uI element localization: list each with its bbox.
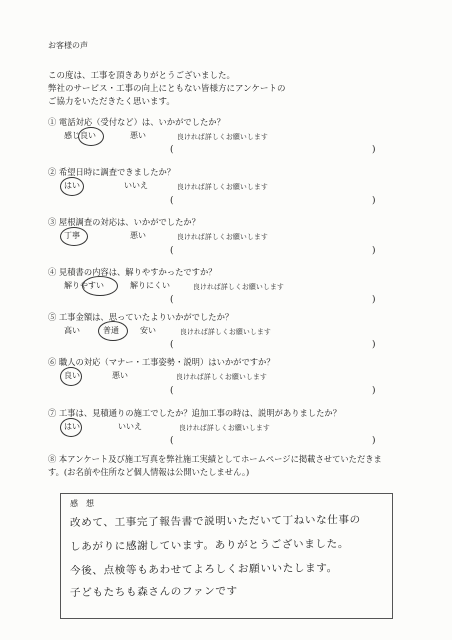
q3-paren-close: ) [372,246,376,256]
q2-option-1: はい [64,181,80,190]
q5-paren-close: ) [372,340,376,350]
question-8: ⑧ 本アンケート及び施工写真を弊社施工実績としてホームページに掲載させていただきます。(お名前や住所など個人情報は公開いたしません。) [48,454,382,477]
answer-circle [98,321,128,341]
question-2: ② 希望日時に調査できましたか？ [48,167,176,177]
q2-option-2: いいえ [124,181,148,190]
question-4: ④ 見積書の内容は、解りやすかったですか？ [48,267,217,277]
q3-option-1: 丁寧 [64,231,80,240]
q7-hint: 良ければ詳しくお願いします [179,424,270,432]
q3-paren-open: ( [170,246,174,256]
handwritten-line-4: 子どもたちも森さんのファンです [69,585,238,599]
q6-option-2: 悪い [112,371,128,380]
q4-option-2: 解りにくい [130,281,170,290]
q5-hint: 良ければ詳しくお願いします [180,328,271,336]
q1-option-1: 感じ良い [64,131,96,140]
q1-paren-open: ( [170,145,174,155]
q1-option-2: 悪い [130,131,146,140]
question-1: ① 電話対応（受付など）は、いかがでしたか？ [48,117,225,127]
answer-circle [60,177,84,196]
q5-option-3: 安い [140,326,156,335]
q3-option-2: 悪い [130,231,146,240]
q2-paren-open: ( [170,196,174,206]
q4-option-1: 解りやすい [64,281,104,290]
question-5: ⑤ 工事金額は、思っていたよりいかがでしたか？ [48,312,234,322]
page-title: お客様の声 [48,41,88,50]
intro-line-1: この度は、工事を頂きありがとうございました。 [48,71,236,81]
answer-circle [60,227,88,246]
q5-option-2: 普通 [103,326,119,335]
q7-option-2: いいえ [118,422,142,431]
q4-paren-close: ) [372,295,376,305]
handwritten-line-3: 今後、点検等もあわせてよろしくお願いいたします。 [69,562,338,577]
q4-paren-open: ( [170,295,174,305]
intro-line-3: ご協力をいただきたく思います。 [48,97,175,107]
answer-circle [60,367,82,386]
q1-hint: 良ければ詳しくお願いします [177,133,268,141]
q6-paren-open: ( [170,386,174,396]
impressions-label: 感 想 [70,499,94,508]
answer-circle [78,127,104,146]
q4-hint: 良ければ詳しくお願いします [193,283,284,291]
q2-hint: 良ければ詳しくお願いします [177,183,268,191]
q6-paren-close: ) [372,386,376,396]
answer-circle [60,418,82,437]
question-7: ⑦ 工事は、見積通りの施工でしたか？追加工事の時は、説明がありましたか？ [48,408,342,418]
handwritten-line-1: 改めて、工事完了報告書で説明いただいて丁ねいな仕事の [69,513,361,529]
q7-option-1: はい [64,422,80,431]
q6-hint: 良ければ詳しくお願いします [176,373,267,381]
q6-option-1: 良い [64,371,80,380]
q5-paren-open: ( [170,340,174,350]
answer-circle [82,276,118,296]
intro-line-2: 弊社のサービス・工事の向上にともない皆様方にアンケートの [48,84,286,94]
question-6: ⑥ 職人の対応（マナー・工事姿勢・説明）はいかがですか？ [48,357,275,367]
q7-paren-close: ) [372,436,376,446]
q7-paren-open: ( [170,436,174,446]
q5-option-1: 高い [64,326,80,335]
question-3: ③ 屋根調査の対応は、いかがでしたか？ [48,217,200,227]
q1-paren-close: ) [372,145,376,155]
handwritten-line-2: しあがりに感謝しています。ありがとうございました。 [69,538,350,553]
q2-paren-close: ) [372,196,376,206]
q3-hint: 良ければ詳しくお願いします [177,233,268,241]
